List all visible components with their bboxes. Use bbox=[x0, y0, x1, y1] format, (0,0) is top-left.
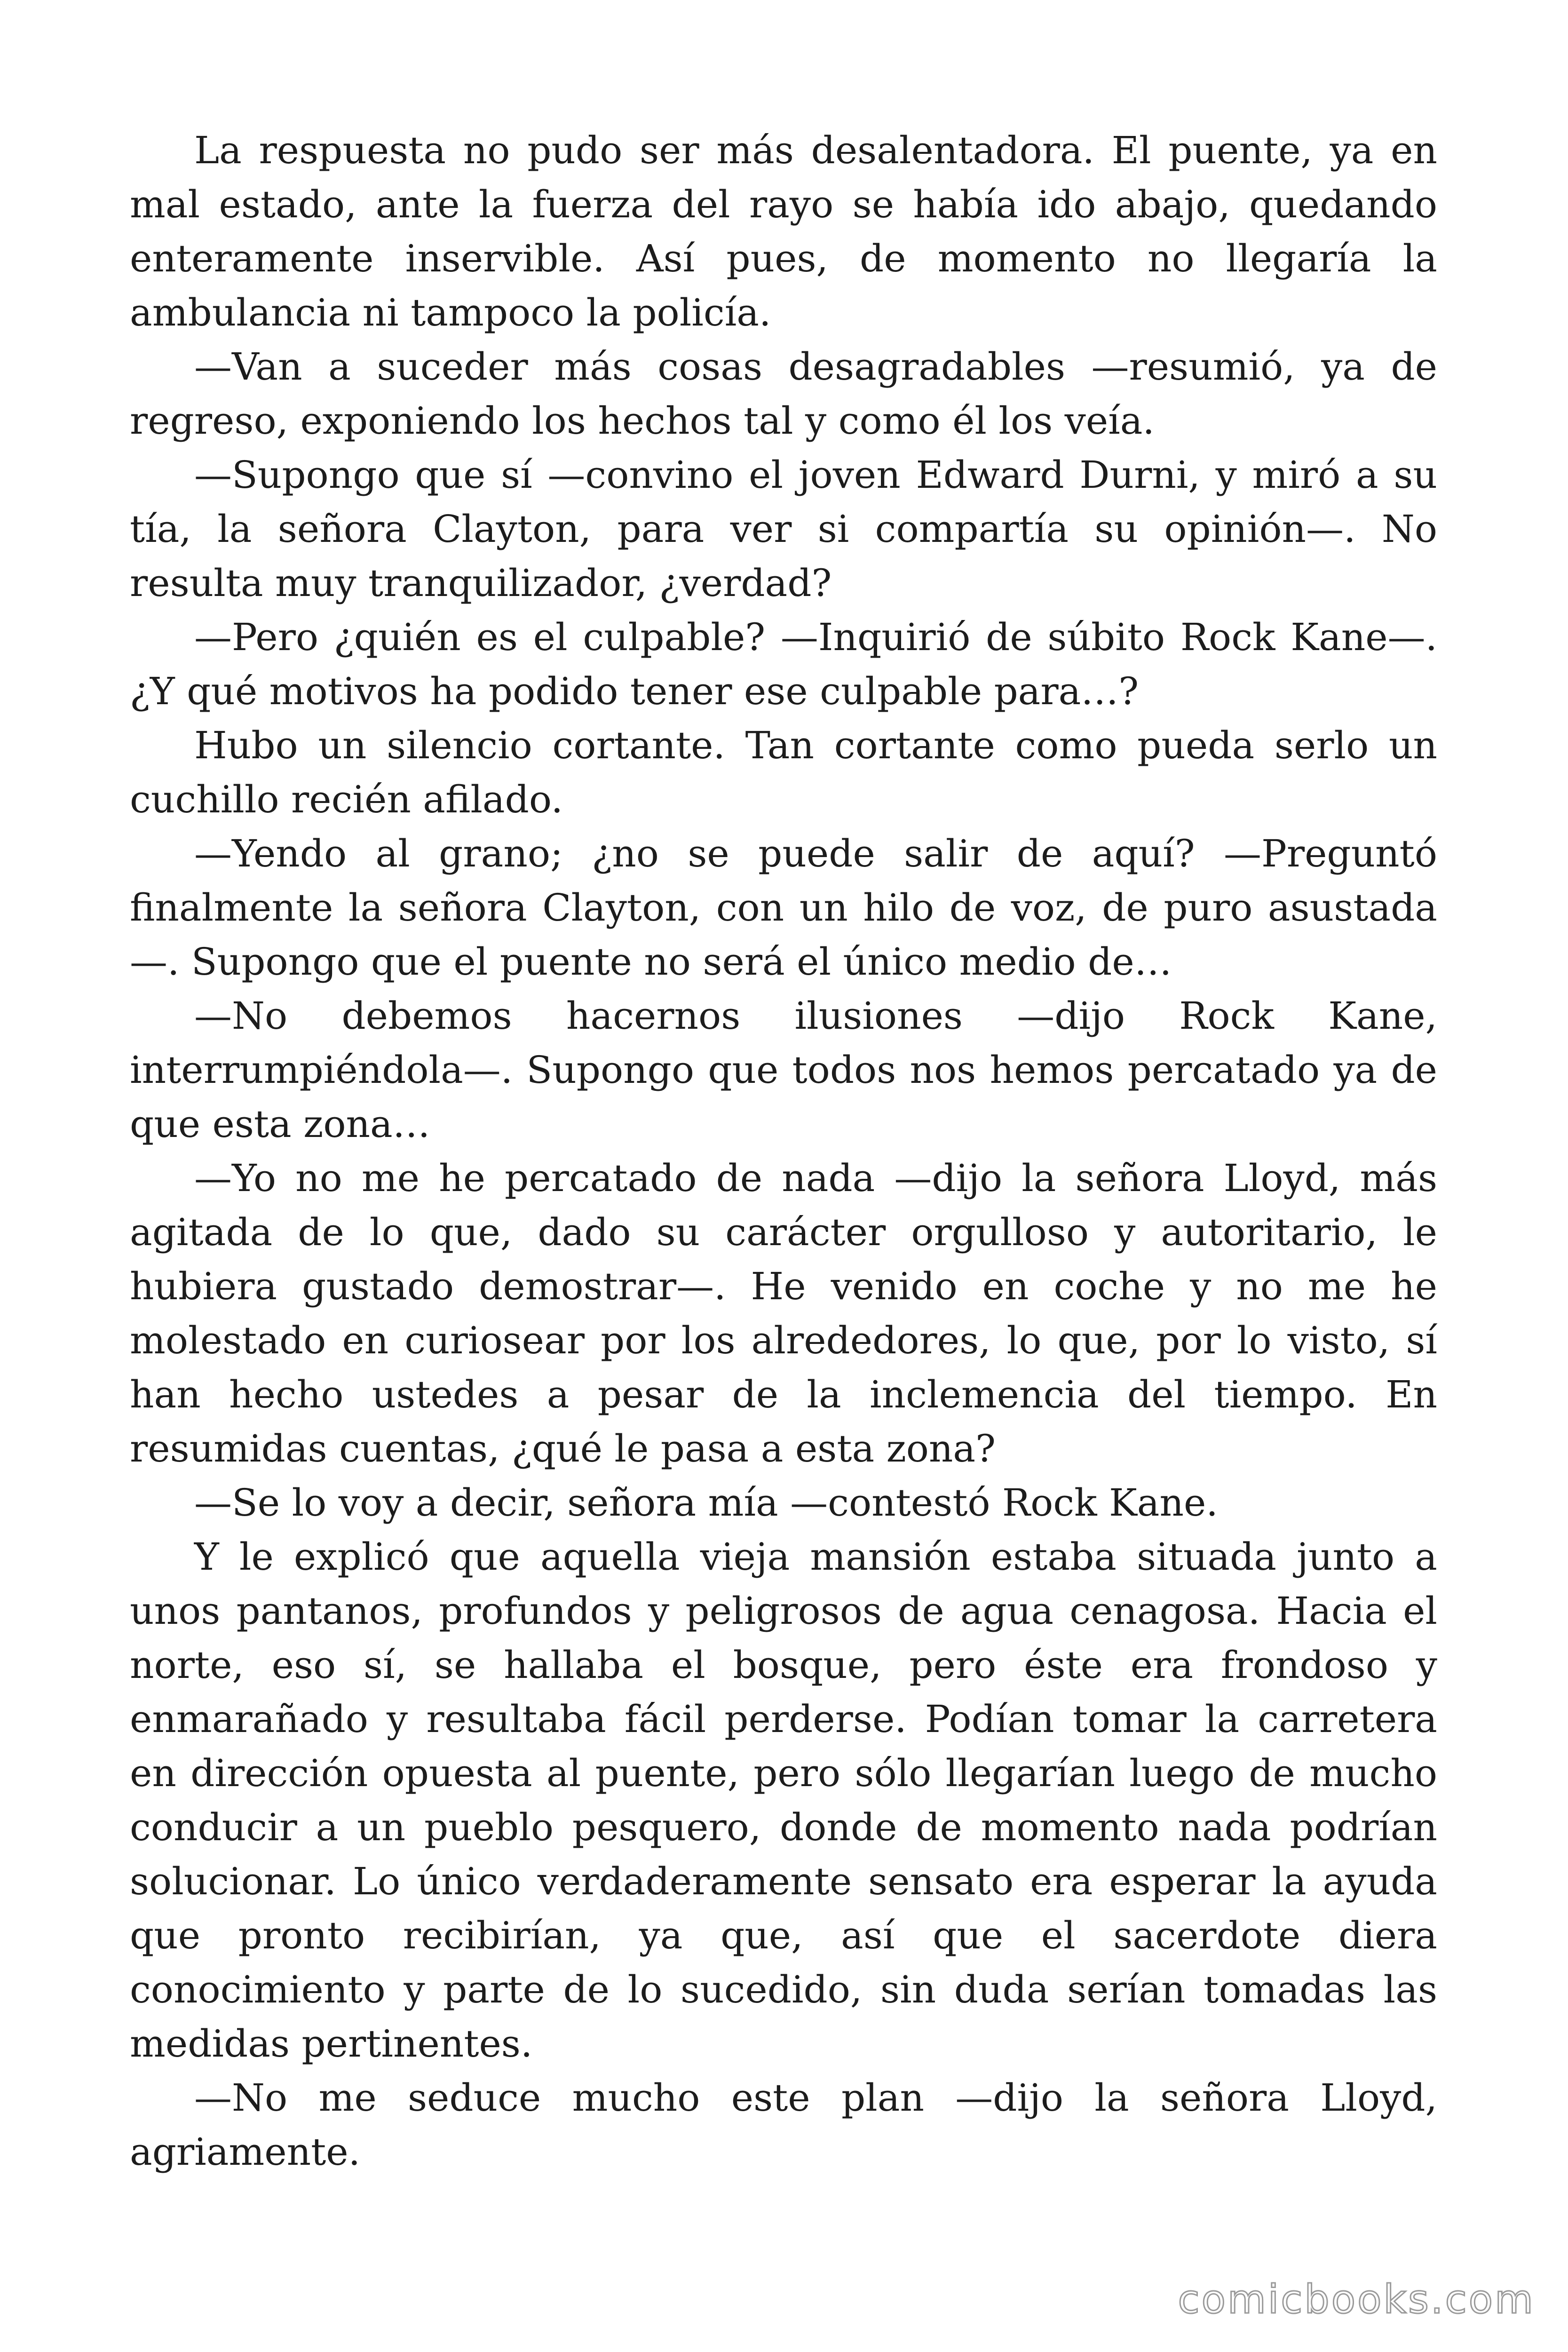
paragraph: —Pero ¿quién es el culpable? —Inquirió de súbito Rock Kane—. ¿Y qué motivos ha podido tener ese culpable para…? bbox=[130, 615, 1437, 713]
watermark: comicbooks.com bbox=[1178, 2276, 1535, 2322]
paragraph: Hubo un silencio cortante. Tan cortante como pueda serlo un cuchillo recién afilado. bbox=[130, 723, 1437, 821]
paragraph: —Yendo al grano; ¿no se puede salir de aquí? —Preguntó finalmente la señora Clayton, con un hilo de voz, de puro asustada —. Supongo que el puente no será el único medio de… bbox=[130, 832, 1437, 984]
paragraph: —Yo no me he percatado de nada —dijo la señora Lloyd, más agitada de lo que, dado su carácter orgulloso y autoritario, le hubiera gustado demostrar—. He venido en coche y no me he molestado en curiosear por los alrededores, lo que, por lo visto, sí han hecho ustedes a pesar de la inclemencia del tiempo. En resumidas cuentas, ¿qué le pasa a esta zona? bbox=[130, 1156, 1437, 1470]
paragraph: La respuesta no pudo ser más desalentadora. El puente, ya en mal estado, ante la fuerza del rayo se había ido abajo, quedando enteramente inservible. Así pues, de momento no llegaría la ambulancia ni tampoco la policía. bbox=[130, 128, 1437, 334]
paragraph: —Van a suceder más cosas desagradables —resumió, ya de regreso, exponiendo los hechos tal y como él los veía. bbox=[130, 345, 1437, 443]
paragraph: —Supongo que sí —convino el joven Edward Durni, y miró a su tía, la señora Clayton, para ver si compartía su opinión—. No resulta muy tranquilizador, ¿verdad? bbox=[130, 453, 1437, 605]
body-text bbox=[130, 123, 1437, 2179]
paragraph: —No debemos hacernos ilusiones —dijo Rock Kane, interrumpiéndola—. Supongo que todos nos hemos percatado ya de que esta zona… bbox=[130, 994, 1437, 1146]
paragraph: —No me seduce mucho este plan —dijo la señora Lloyd, agriamente. bbox=[130, 2076, 1437, 2174]
paragraph: Y le explicó que aquella vieja mansión estaba situada junto a unos pantanos, profundos y peligrosos de agua cenagosa. Hacia el norte, eso sí, se hallaba el bosque, pero éste era frondoso y enmarañado y resultaba fácil perderse. Podían tomar la carretera en dirección opuesta al puente, pero sólo llegarían luego de mucho conducir a un pueblo pesquero, donde de momento nada podrían solucionar. Lo único verdaderamente sensato era esperar la ayuda que pronto recibirían, ya que, así que el sacerdote diera conocimiento y parte de lo sucedido, sin duda serían tomadas las medidas pertinentes. bbox=[130, 1535, 1437, 2066]
paragraph: —Se lo voy a decir, señora mía —contestó Rock Kane. bbox=[194, 1481, 1218, 1525]
